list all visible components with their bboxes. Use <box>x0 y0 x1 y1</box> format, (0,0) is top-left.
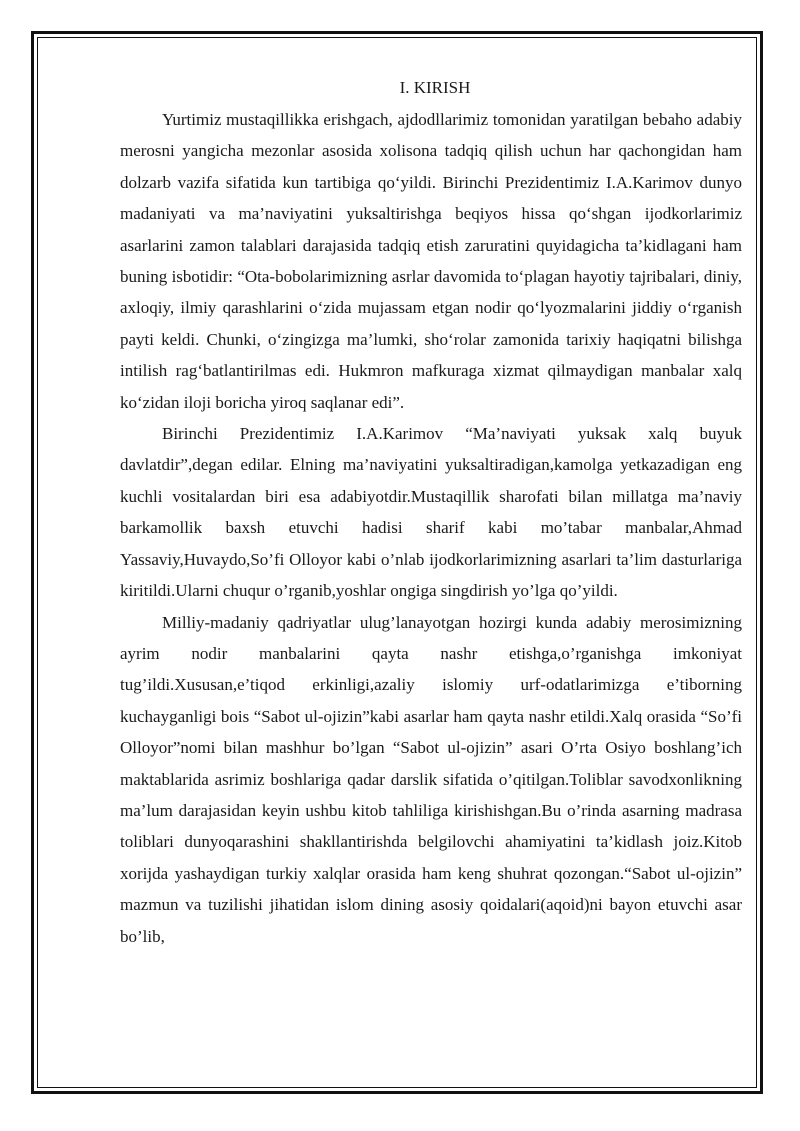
paragraph-2: Birinchi Prezidentimiz I.A.Karimov “Ma’naviyati yuksak xalq buyuk davlatdir”,degan edilar. Elning ma’naviyatini yuksaltiradigan,kamolga yetkazadigan eng kuchli vositalardan biri esa adabiyotdir.Mustaqillik sharofati bilan millatga ma’naviy barkamollik baxsh etuvchi hadisi sharif kabi mo’tabar manbalar,Ahmad Yassaviy,Huvaydo,So’fi Olloyor kabi o’nlab ijodkorlarimizning asarlari ta’lim dasturlariga kiritildi.Ularni chuqur o’rganib,yoshlar ongiga singdirish yo’lga qo’yildi. <box>120 424 742 601</box>
document-body <box>120 74 742 952</box>
section-title: I. KIRISH <box>399 78 471 97</box>
paragraph-1: Yurtimiz mustaqillikka erishgach, ajdodllarimiz tomonidan yaratilgan bebaho adabiy merosni yangicha mezonlar asosida xolisona tadqiq qilish uchun har qachongidan ham dolzarb vazifa sifatida kun tartibiga qo‘yildi. Birinchi Prezidentimiz I.A.Karimov dunyo madaniyati va ma’naviyatini yuksaltirishga beqiyos hissa qo‘shgan ijodkorlarimiz asarlarini zamon talablari darajasida tadqiq etish zaruratini quyidagicha ta’kidlagani ham buning isbotidir: “Ota-bobolarimizning asrlar davomida to‘plagan hayotiy tajribalari, diniy, axloqiy, ilmiy qarashlarini o‘zida mujassam etgan nodir qo‘lyozmalarini jiddiy o‘rganish payti keldi. Chunki, o‘zingizga ma’lumki, sho‘rolar zamonida tarixiy haqiqatni bilishga intilish rag‘batlantirilmas edi. Hukmron mafkuraga xizmat qilmaydigan manbalar xalq ko‘zidan iloji boricha yiroq saqlanar edi”. <box>120 110 742 412</box>
paragraph-3: Milliy-madaniy qadriyatlar ulug’lanayotgan hozirgi kunda adabiy merosimizning ayrim nodir manbalarini qayta nashr etishga,o’rganishga imkoniyat tug’ildi.Xususan,e’tiqod erkinligi,azaliy islomiy urf-odatlarimizga e’tiborning kuchayganligi bois “Sabot ul-ojizin”kabi asarlar ham qayta nashr etildi.Xalq orasida “So’fi Olloyor”nomi bilan mashhur bo’lgan “Sabot ul-ojizin” asari O’rta Osiyo boshlang’ich maktablarida asrimiz boshlariga qadar darslik sifatida o’qitilgan.Toliblar savodxonlikning ma’lum darajasidan keyin ushbu kitob tahliliga kirishishgan.Bu o’rinda asarning madrasa toliblari dunyoqarashini shakllantirishda belgilovchi ahamiyatini ta’kidlash joiz.Kitob xorijda yashaydigan turkiy xalqlar orasida ham keng shuhrat qozongan.“Sabot ul-ojizin” mazmun va tuzilishi jihatidan islom dining asosiy qoidalari(aqoid)ni bayon etuvchi asar bo’lib, <box>120 612 742 946</box>
